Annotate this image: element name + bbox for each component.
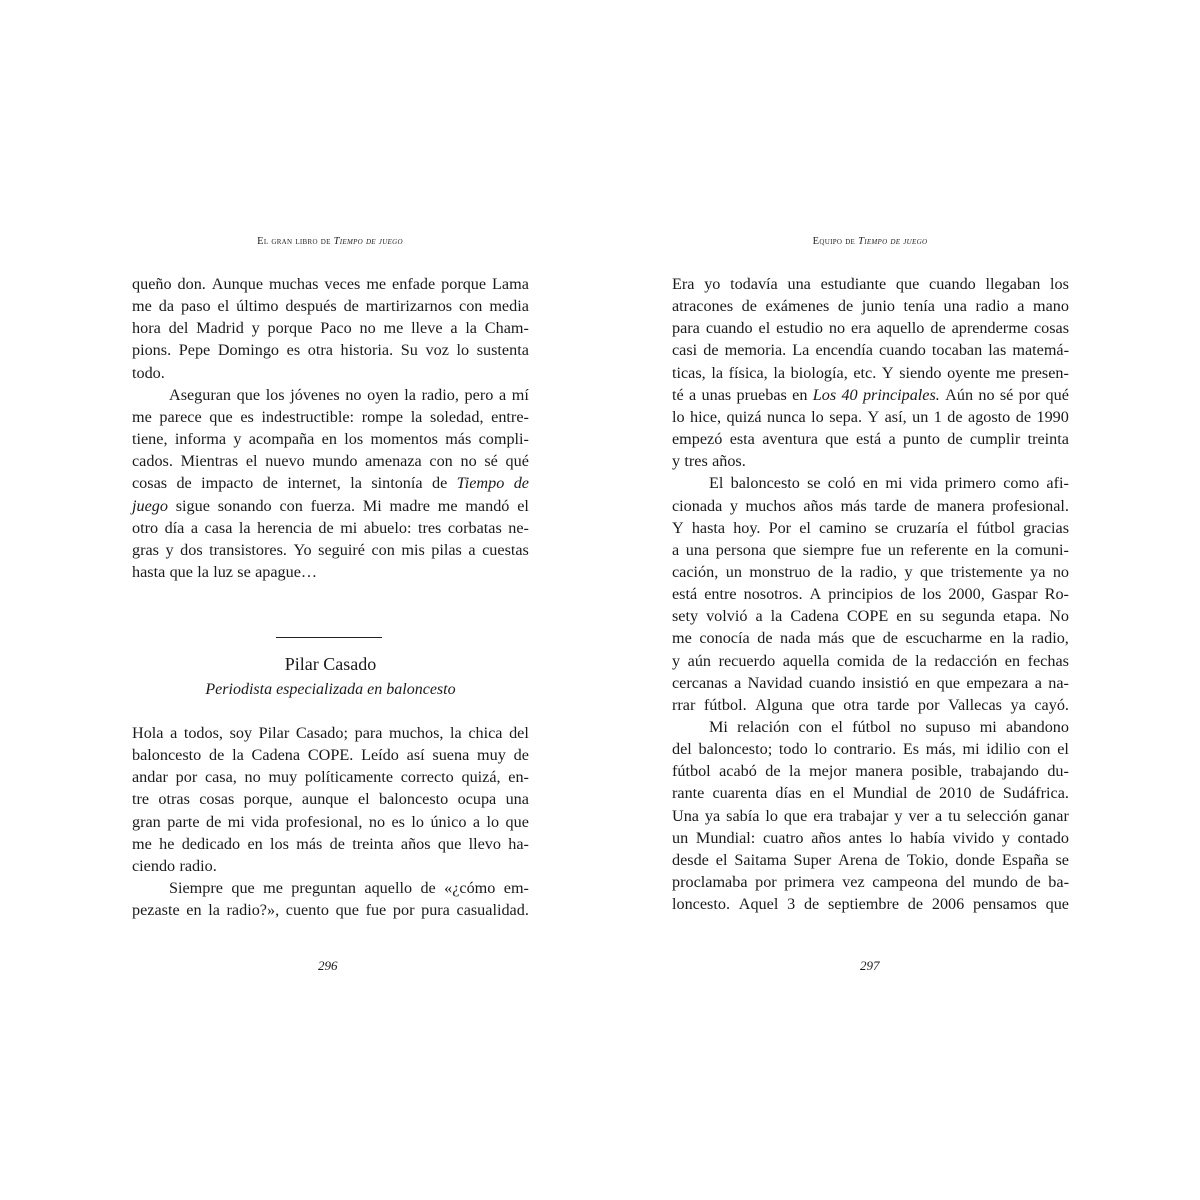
- text-line: pions. Pepe Domingo es otra historia. Su voz lo sustenta: [132, 341, 529, 360]
- text-line: casi de memoria. La encendía cuando tocaban las matemá-: [672, 341, 1069, 360]
- text-line: ticas, la física, la biología, etc. Y siendo oyente me presen-: [672, 363, 1069, 382]
- text-line: me da paso el último después de martirizarnos con media: [132, 297, 529, 316]
- text-line: empezó esta aventura que está a punto de cumplir treinta: [672, 430, 1069, 449]
- text-line: tiene, informa y acompaña en los momentos más compli-: [132, 430, 529, 449]
- text-line: desde el Saitama Super Arena de Tokio, donde España se: [672, 850, 1069, 869]
- running-head-left: El gran libro de Tiempo de juego: [257, 236, 403, 247]
- page-number-right: 297: [860, 958, 880, 973]
- text-line: cosas de impacto de internet, la sintonía de Tiempo de: [132, 474, 529, 493]
- text-line: está entre nosotros. A principios de los 2000, Gaspar Ro-: [672, 585, 1069, 604]
- text-line: rante cuarenta días en el Mundial de 2010 de Sudáfrica.: [672, 784, 1069, 803]
- text-line: fútbol acabó de la mejor manera posible, trabajando du-: [672, 762, 1069, 781]
- text-line: El baloncesto se coló en mi vida primero como afi-: [709, 474, 1069, 493]
- text-line: ciendo radio.: [132, 856, 217, 875]
- text-line: atracones de exámenes de junio tenía una radio a mano: [672, 297, 1069, 316]
- text-line: Y hasta hoy. Por el camino se cruzaría el fútbol gracias: [672, 518, 1069, 537]
- text-line: andar por casa, no muy políticamente correcto quizá, en-: [132, 768, 529, 787]
- text-line: queño don. Aunque muchas veces me enfade porque Lama: [132, 275, 529, 293]
- text-line: proclamaba por primera vez campeona del mundo de ba-: [672, 873, 1069, 892]
- text-line: Hola a todos, soy Pilar Casado; para muchos, la chica del: [132, 724, 529, 742]
- text-line: lo hice, quizá nunca lo sepa. Y así, un 1 de agosto de 1990: [672, 407, 1069, 426]
- text-line: todo.: [132, 363, 165, 382]
- right-page: [600, 0, 1200, 1200]
- text-line: Aseguran que los jóvenes no oyen la radio, pero a mí: [169, 385, 529, 404]
- text-line: Mi relación con el fútbol no supuso mi abandono: [709, 718, 1069, 736]
- text-line: Siempre que me preguntan aquello de «¿cómo em-: [169, 879, 529, 898]
- text-line: otro día a casa la herencia de mi abuelo: tres corbatas ne-: [132, 518, 529, 537]
- section-divider: [276, 637, 382, 638]
- text-line: sety volvió a la Cadena COPE en su segunda etapa. No: [672, 607, 1069, 626]
- text-line: loncesto. Aquel 3 de septiembre de 2006 pensamos que: [672, 895, 1069, 914]
- text-line: rrar fútbol. Alguna que otra tarde por Vallecas ya cayó.: [672, 695, 1069, 714]
- text-line: gras y dos transistores. Yo seguiré con mis pilas a cuestas: [132, 540, 529, 559]
- text-line: me conocía de nada más que de escucharme en la radio,: [672, 629, 1069, 648]
- text-line: Una ya sabía lo que era trabajar y ver a tu selección ganar: [672, 806, 1069, 825]
- text-line: baloncesto de la Cadena COPE. Leído así suena muy de: [132, 746, 529, 765]
- text-line: cionada y muchos años más tarde de manera profesional.: [672, 496, 1069, 515]
- text-line: té a unas pruebas en Los 40 principales. Aún no sé por qué: [672, 385, 1069, 404]
- text-line: cados. Mientras el nuevo mundo amenaza con no sé qué: [132, 452, 529, 471]
- text-line: Era yo todavía una estudiante que cuando llegaban los: [672, 275, 1069, 293]
- running-head-right: Equipo de Tiempo de juego: [812, 236, 928, 247]
- section-author-subtitle: Periodista especializada en baloncesto: [205, 681, 456, 698]
- text-line: un Mundial: cuatro años antes lo había vivido y contado: [672, 828, 1069, 847]
- text-line: y tres años.: [672, 452, 746, 471]
- text-line: a una persona que siempre fue un referente en la comuni-: [672, 540, 1069, 559]
- text-line: tre otras cosas porque, aunque el baloncesto ocupa una: [132, 790, 529, 809]
- text-line: me he dedicado en los más de treinta años que llevo ha-: [132, 834, 529, 853]
- text-line: pezaste en la radio?», cuento que fue por pura casualidad.: [132, 901, 529, 920]
- text-line: hora del Madrid y porque Paco no me lleve a la Cham-: [132, 319, 529, 338]
- text-line: cercanas a Navidad cuando insistió en que empezara a na-: [672, 673, 1069, 692]
- text-line: me parece que es indestructible: rompe la soledad, entre-: [132, 407, 529, 426]
- text-line: y aún recuerdo aquella comida de la redacción en fechas: [672, 651, 1069, 670]
- text-line: cación, un monstruo de la radio, y que tristemente ya no: [672, 562, 1069, 581]
- text-line: para cuando el estudio no era aquello de aprenderme cosas: [672, 319, 1069, 338]
- page-number-left: 296: [318, 958, 338, 973]
- text-line: del baloncesto; todo lo contrario. Es más, mi idilio con el: [672, 740, 1069, 759]
- text-line: hasta que la luz se apague…: [132, 562, 318, 581]
- section-author-name: Pilar Casado: [284, 654, 377, 674]
- text-line: gran parte de mi vida profesional, no es lo único a lo que: [132, 812, 529, 831]
- text-line: juego sigue sonando con fuerza. Mi madre me mandó el: [132, 496, 529, 515]
